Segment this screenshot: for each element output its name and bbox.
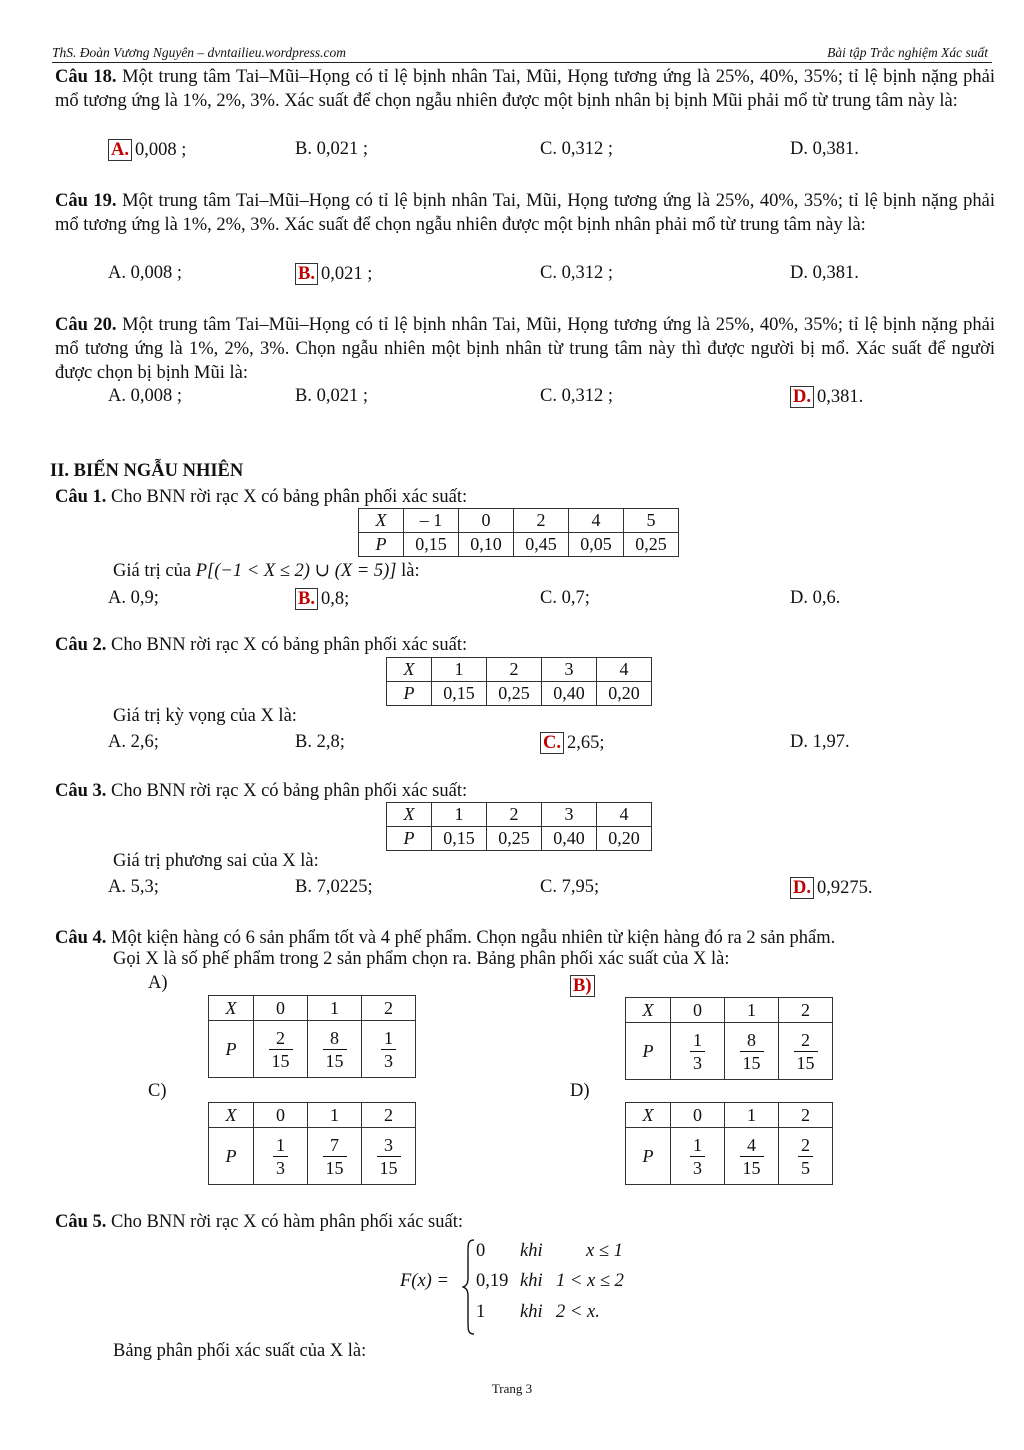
fraction <box>798 1134 813 1179</box>
option-a: A. 2,6; <box>108 732 159 752</box>
header-divider <box>52 62 992 63</box>
option-a: 0,008 ; <box>135 140 187 160</box>
option-d: 0,381. <box>817 387 864 407</box>
question-text: Một trung tâm Tai–Mũi–Họng có tỉ lệ bịnh nhân Tai, Mũi, Họng tương ứng là 25%, 40%, 35%; tỉ lệ bịnh nặng phải mổ tương ứng là 1%, 2%, 3%. Xác suất để chọn ngẫu nhiên được một bịnh nhân phải mổ từ trung tâm này là: <box>55 191 995 235</box>
option-d: 0,9275. <box>817 878 873 898</box>
question-text: Cho BNN rời rạc X có bảng phân phối xác suất: <box>111 781 468 801</box>
fraction <box>377 1134 401 1179</box>
denominator: 5 <box>801 1157 810 1178</box>
fraction <box>794 1029 818 1074</box>
option-b: 0,021 ; <box>316 139 368 159</box>
question-number: Câu 2. <box>55 635 107 655</box>
numerator: 1 <box>381 1027 396 1050</box>
option-c: C. 7,95; <box>540 877 600 897</box>
options-19 <box>108 263 988 287</box>
answer-marker: D. <box>790 877 814 899</box>
distribution-table-c <box>208 1102 416 1185</box>
question-text: Cho BNN rời rạc X có hàm phân phối xác suất: <box>111 1212 463 1232</box>
table-cell: 4 <box>597 658 652 682</box>
table-cell: 0,15 <box>432 682 487 706</box>
fraction <box>740 1134 764 1179</box>
option-d: 0,381. <box>812 263 859 283</box>
table-head-p: P <box>359 533 404 557</box>
left-brace-icon <box>462 1238 476 1336</box>
option-a-label: A) <box>148 973 168 993</box>
question-5 <box>55 1210 995 1234</box>
question-prompt: Giá trị phương sai của X là: <box>113 851 319 871</box>
table-cell: 0,05 <box>569 533 624 557</box>
question-text: Một trung tâm Tai–Mũi–Họng có tỉ lệ bịnh nhân Tai, Mũi, Họng tương ứng là 25%, 40%, 35%; tỉ lệ bịnh nặng phải mổ tương ứng là 1%, 2%, 3%. Chọn ngẫu nhiên một bịnh nhân từ trung tâm này thì được người bị mổ. Xác suất để người được chọn bị bịnh Mũi là: <box>55 315 995 383</box>
option-c-label: C. <box>540 386 557 406</box>
question-prompt: Giá trị kỳ vọng của X là: <box>113 706 297 726</box>
table-cell: 0 <box>254 996 308 1021</box>
table-cell: 0,25 <box>487 827 542 851</box>
fraction <box>690 1134 705 1179</box>
fraction <box>690 1029 705 1074</box>
piece-value: 0,19 <box>476 1271 509 1291</box>
question-number: Câu 3. <box>55 781 107 801</box>
question-4 <box>55 926 995 950</box>
table-cell: 0 <box>254 1103 308 1128</box>
table-cell: 4 <box>597 803 652 827</box>
table-cell: 0,15 <box>432 827 487 851</box>
option-a: A. 5,3; <box>108 877 159 897</box>
table-cell: 0,45 <box>514 533 569 557</box>
header-left: ThS. Đoàn Vương Nguyên – dvntailieu.wordpress.com <box>52 45 347 60</box>
table-cell: 0,10 <box>459 533 514 557</box>
question-number: Câu 20. <box>55 315 117 335</box>
piece-value: 1 <box>476 1302 486 1322</box>
table-head-x: X <box>359 509 404 533</box>
fraction <box>273 1134 288 1179</box>
piece-keyword: khi <box>520 1302 543 1322</box>
denominator: 15 <box>271 1050 290 1071</box>
fraction <box>269 1027 293 1072</box>
distribution-table-b <box>625 997 833 1080</box>
answer-marker: B. <box>295 588 318 610</box>
denominator: 15 <box>325 1050 344 1071</box>
question-number: Câu 19. <box>55 191 117 211</box>
option-b: 0,8; <box>320 589 350 609</box>
table-cell: 2 <box>487 658 542 682</box>
option-c: 0,312 ; <box>561 139 613 159</box>
header-right: Bài tập Trắc nghiệm Xác suất <box>827 45 988 60</box>
question-prompt: Bảng phân phối xác suất của X là: <box>113 1341 367 1361</box>
table-head-x: X <box>209 996 254 1021</box>
option-d-label: D. <box>790 139 808 159</box>
answer-marker: B) <box>570 975 595 997</box>
page-number: Trang 3 <box>491 1381 533 1396</box>
option-d: 0,381. <box>812 139 859 159</box>
table-cell: 0,25 <box>624 533 679 557</box>
options-18 <box>108 139 988 163</box>
answer-marker: C. <box>540 732 564 754</box>
option-c-label: C. <box>540 263 557 283</box>
table-cell: 0 <box>459 509 514 533</box>
denominator: 15 <box>742 1052 761 1073</box>
denominator: 3 <box>276 1157 285 1178</box>
option-d: D. 1,97. <box>790 732 850 752</box>
fraction <box>381 1027 396 1072</box>
distribution-table-d <box>625 1102 833 1185</box>
numerator: 8 <box>740 1029 764 1052</box>
table-cell: 0 <box>671 1103 725 1128</box>
option-b: 0,021 ; <box>316 386 368 406</box>
table-cell: 2 <box>779 998 833 1023</box>
option-a-label: A. <box>108 386 126 406</box>
table-cell: 2 <box>779 1103 833 1128</box>
table-cell: 0,15 <box>404 533 459 557</box>
denominator: 15 <box>325 1157 344 1178</box>
question-2 <box>55 633 995 657</box>
prompt-text: là: <box>401 561 420 581</box>
table-cell: 2 <box>362 1103 416 1128</box>
option-c: 0,312 ; <box>561 263 613 283</box>
option-b: 0,021 ; <box>320 264 373 284</box>
table-cell: 1 <box>432 658 487 682</box>
answer-marker: A. <box>108 139 132 161</box>
table-head-p: P <box>209 1021 254 1078</box>
answer-marker: B. <box>295 263 318 285</box>
fraction <box>323 1027 347 1072</box>
table-head-p: P <box>387 827 432 851</box>
table-cell: 1 <box>308 996 362 1021</box>
table-cell: 1 <box>308 1103 362 1128</box>
table-head-x: X <box>626 998 671 1023</box>
distribution-table <box>386 657 652 706</box>
table-cell: 3 <box>542 658 597 682</box>
table-cell: 2 <box>514 509 569 533</box>
numerator: 2 <box>269 1027 293 1050</box>
table-cell: 5 <box>624 509 679 533</box>
denominator: 3 <box>384 1050 393 1071</box>
option-a: A. 0,9; <box>108 588 159 608</box>
options-1 <box>108 588 988 612</box>
table-cell: 2 <box>362 996 416 1021</box>
numerator: 2 <box>798 1134 813 1157</box>
table-cell: 3 <box>542 803 597 827</box>
function-lhs: F(x) = <box>400 1271 449 1291</box>
question-3 <box>55 779 995 803</box>
option-c-label: C. <box>540 139 557 159</box>
numerator: 7 <box>323 1134 347 1157</box>
question-prompt <box>113 560 420 582</box>
option-a: 0,008 ; <box>130 386 183 406</box>
question-text: Cho BNN rời rạc X có bảng phân phối xác suất: <box>111 635 468 655</box>
question-number: Câu 1. <box>55 487 107 507</box>
question-18 <box>55 65 995 113</box>
question-text: Một trung tâm Tai–Mũi–Họng có tỉ lệ bịnh nhân Tai, Mũi, Họng tương ứng là 25%, 40%, 35%; tỉ lệ bịnh nặng phải mổ tương ứng là 1%, 2%, 3%. Xác suất để chọn ngẫu nhiên được một bịnh nhân bị bịnh Mũi phải mổ từ trung tâm này là: <box>55 67 995 111</box>
prompt-text: Giá trị của <box>113 561 192 581</box>
piece-keyword: khi <box>520 1241 543 1261</box>
option-c: C. 0,7; <box>540 588 590 608</box>
options-2 <box>108 732 988 756</box>
table-head-p: P <box>626 1128 671 1185</box>
option-b: B. 7,0225; <box>295 877 373 897</box>
table-cell: 2 <box>487 803 542 827</box>
numerator: 1 <box>690 1134 705 1157</box>
option-b-label: B. <box>295 139 312 159</box>
question-text: Cho BNN rời rạc X có bảng phân phối xác suất: <box>111 487 468 507</box>
table-cell: 0,20 <box>597 827 652 851</box>
denominator: 15 <box>796 1052 815 1073</box>
options-3 <box>108 877 988 901</box>
piece-condition: x ≤ 1 <box>586 1241 623 1261</box>
option-c: 0,312 ; <box>561 386 613 406</box>
option-b: B. 2,8; <box>295 732 345 752</box>
table-cell: 0 <box>671 998 725 1023</box>
option-b-label: B. <box>295 386 312 406</box>
numerator: 3 <box>377 1134 401 1157</box>
table-head-p: P <box>209 1128 254 1185</box>
distribution-table <box>386 802 652 851</box>
question-number: Câu 4. <box>55 928 107 948</box>
option-d-label: D. <box>790 263 808 283</box>
question-number: Câu 18. <box>55 67 117 87</box>
table-cell: 0,20 <box>597 682 652 706</box>
numerator: 4 <box>740 1134 764 1157</box>
option-a-label: A. <box>108 263 126 283</box>
table-cell: – 1 <box>404 509 459 533</box>
table-head-x: X <box>387 658 432 682</box>
section-title: II. BIẾN NGẪU NHIÊN <box>50 461 244 481</box>
table-head-x: X <box>209 1103 254 1128</box>
table-cell: 0,40 <box>542 682 597 706</box>
table-head-x: X <box>387 803 432 827</box>
table-cell: 1 <box>432 803 487 827</box>
numerator: 8 <box>323 1027 347 1050</box>
distribution-table <box>358 508 679 557</box>
question-text-2: Gọi X là số phế phẩm trong 2 sản phẩm chọn ra. Bảng phân phối xác suất của X là: <box>113 949 730 969</box>
distribution-table-a <box>208 995 416 1078</box>
denominator: 15 <box>379 1157 398 1178</box>
denominator: 3 <box>693 1157 702 1178</box>
option-d: D. 0,6. <box>790 588 841 608</box>
fraction <box>323 1134 347 1179</box>
answer-marker: D. <box>790 386 814 408</box>
option-c-label: C) <box>148 1081 167 1101</box>
numerator: 1 <box>690 1029 705 1052</box>
options-20 <box>108 386 988 410</box>
fraction <box>740 1029 764 1074</box>
prompt-expression: P[(−1 < X ≤ 2) ∪ (X = 5)] <box>195 561 397 581</box>
option-d-label: D) <box>570 1081 590 1101</box>
table-head-x: X <box>626 1103 671 1128</box>
piece-keyword: khi <box>520 1271 543 1291</box>
piece-value: 0 <box>476 1241 486 1261</box>
question-20 <box>55 313 995 385</box>
option-a: 0,008 ; <box>130 263 183 283</box>
piece-condition: 1 < x ≤ 2 <box>556 1271 624 1291</box>
table-cell: 1 <box>725 1103 779 1128</box>
table-cell: 0,40 <box>542 827 597 851</box>
piece-condition: 2 < x. <box>556 1302 600 1322</box>
table-cell: 1 <box>725 998 779 1023</box>
table-cell: 0,25 <box>487 682 542 706</box>
denominator: 15 <box>742 1157 761 1178</box>
numerator: 1 <box>273 1134 288 1157</box>
question-1 <box>55 485 995 509</box>
table-head-p: P <box>626 1023 671 1080</box>
question-19 <box>55 189 995 237</box>
table-head-p: P <box>387 682 432 706</box>
question-number: Câu 5. <box>55 1212 107 1232</box>
option-c: 2,65; <box>567 733 605 753</box>
numerator: 2 <box>794 1029 818 1052</box>
question-text: Một kiện hàng có 6 sản phẩm tốt và 4 phế phẩm. Chọn ngẫu nhiên từ kiện hàng đó ra 2 sản phẩm. <box>111 928 836 948</box>
denominator: 3 <box>693 1052 702 1073</box>
table-cell: 4 <box>569 509 624 533</box>
